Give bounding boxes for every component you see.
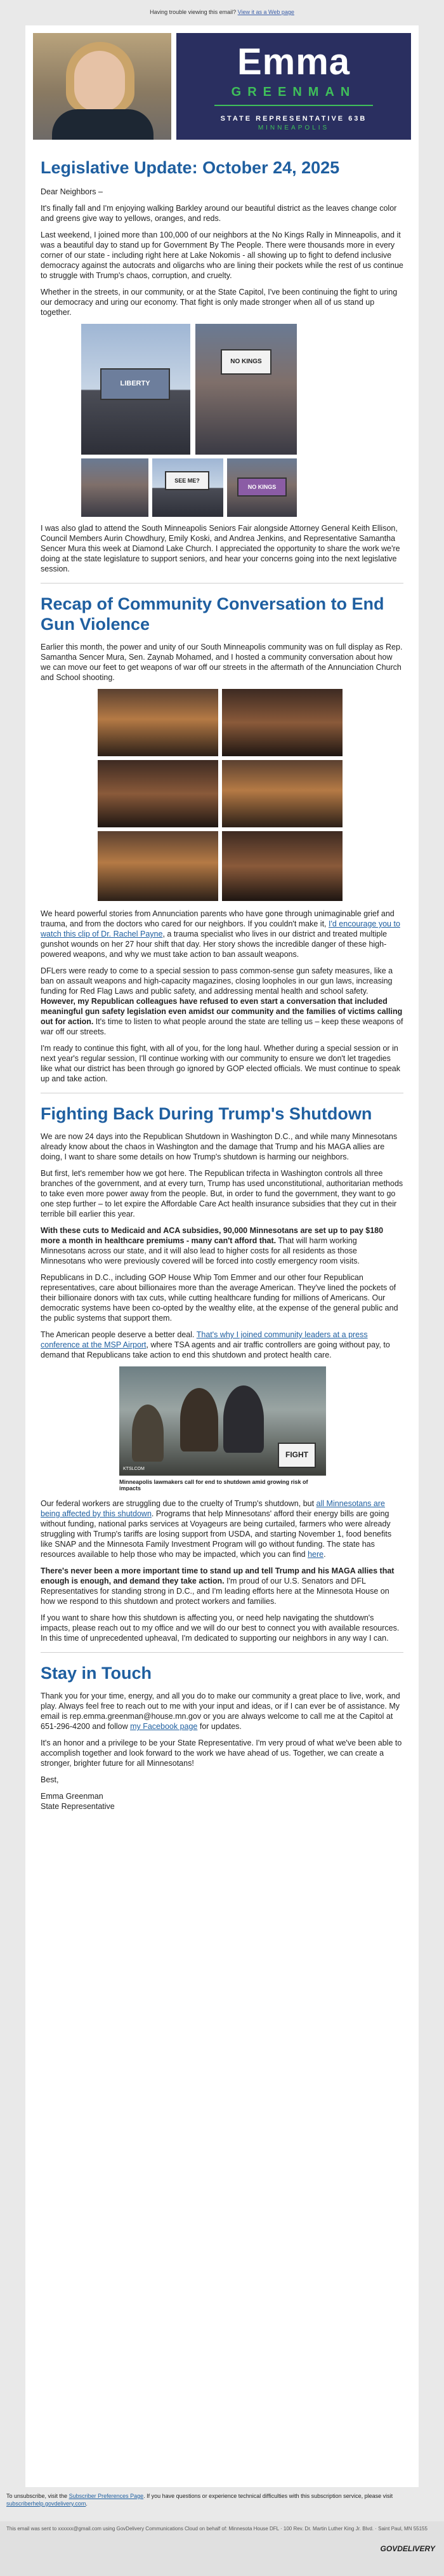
shutdown-p4: Republicans in D.C., including GOP House Whip Tom Emmer and our other four Republican representatives, care about billionaires more than the average American. They've lined the pockets of their billionaire donors with tax cuts, while cutting healthcare funding for millions of Americans. Our democratic systems have been co-opted by the wealthy elite, at the expense of the general public and the public systems that support them. xyxy=(41,1273,398,1323)
press-conference-link[interactable]: That's why I joined community leaders at a press conference at the MSP Airport xyxy=(41,1330,368,1349)
fight-paragraph: Whether in the streets, in our community, or at the State Capitol, I've been continuing the fight to uring our democracy and uring our economy. That fight is only made stronger when all of us stand up together. xyxy=(41,288,398,317)
unsubscribe-notice: To unsubscribe, visit the Subscriber Preferences Page. If you have questions or experience technical difficulties with this subscription service, please visit subscriberhelp.govdelivery.com. xyxy=(6,2493,393,2507)
legal-text: This email was sent to xxxxxx@gmail.com using GovDelivery Communications Cloud on behalf of: Minnesota House DFL · 100 Rev. Dr. Martin Luther King Jr. Blvd. · Saint Paul, MN 55155 xyxy=(6,2526,428,2532)
email-footer xyxy=(0,2487,444,2576)
press-conference-figure xyxy=(119,1366,326,1491)
rally-sign: SEE ME? xyxy=(165,471,209,490)
brand-name: Emma xyxy=(237,41,351,83)
representative-photo xyxy=(33,33,171,140)
rally-photo-1 xyxy=(81,324,190,455)
conversation-photo-3 xyxy=(98,760,218,827)
brand-surname: GREENMAN xyxy=(231,85,356,99)
conversation-photo-2 xyxy=(222,689,343,756)
shutdown-p2: But first, let's remember how we got here. The Republican trifecta in Washington controls all three branches of the government, and at every turn, Trump has used unconstitutional, authoritarian methods to take even more power away from the people. But, in order to fund the government, they want to go one step further – to let expire the Affordable Care Act health insurance subsidies that they cut in their terrible bill earlier this year. xyxy=(41,1169,403,1218)
rally-photo-3 xyxy=(81,458,148,517)
shutdown-p1: We are now 24 days into the Republican Shutdown in Washington D.C., and while many Minnesotans already know about the chaos in Washington and the damage that Trump and his MAGA allies are doing, I want to share some details on how Trump's shutdown is harming our neighbors. xyxy=(41,1132,398,1161)
photo-caption: Minneapolis lawmakers call for end to shutdown amid growing risk of impacts xyxy=(119,1479,308,1491)
brand-title: STATE REPRESENTATIVE 63B xyxy=(220,115,367,123)
rally-paragraph: Last weekend, I joined more than 100,000 of our neighbors at the No Kings Rally in Minneapolis, and it was a beautiful day to stand up for Government By The People. There were thousands more in every corner of our state - including right here at Lake Nokomis - all showing up to fight to defend inclusive democracy against the autocrats and oligarchs who are lining their pockets while the rest of us continue to struggle with Trump's chaos, corruption, and cruelty. xyxy=(41,230,403,280)
affected-minnesotans-link[interactable]: all Minnesotans are being affected by this shutdown xyxy=(41,1499,385,1518)
community-conversation-collage xyxy=(41,689,403,901)
rally-photo-collage xyxy=(41,324,403,517)
rally-sign: LIBERTY xyxy=(100,368,170,400)
seniors-fair-paragraph: I was also glad to attend the South Minneapolis Seniors Fair alongside Attorney General Keith Ellison, Council Members Aurin Chowdhury, Emily Koski, and Andrea Jenkins, and Representative Samantha Sencer Mura this week at Diamond Lake Church. I appreciated the opportunity to share the work we're doing at the state legislature to support seniors, and hear your concerns going into the next legislative session. xyxy=(41,524,400,573)
dr-payne-clip-link[interactable]: I'd encourage you to watch this clip of Dr. Rachel Payne xyxy=(41,919,400,938)
resources-here-link[interactable]: here xyxy=(308,1550,324,1559)
shutdown-p5: The American people deserve a better deal. That's why I joined community leaders at a press conference at the MSP Airport, where TSA agents and air traffic controllers are going without pay, to demand that Republicans take action to end this shutdown and protect health care. xyxy=(41,1330,390,1359)
intro-paragraph: It's finally fall and I'm enjoying walking Barkley around our beautiful district as the leaves change color and greens give way to yellows, oranges, and reds. xyxy=(41,204,397,223)
header-banner xyxy=(25,25,419,143)
email-body xyxy=(25,25,419,2487)
gun-violence-p3: DFLers were ready to come to a special session to pass common-sense gun safety measures, like a ban on assault weapons and high-capacity magazines, closing loopholes in our gun laws, increasing funding for Red Flag Laws and public safety, and addressing mental health and school safety. However, my Republican colleagues have refused to even start a conversation that included meaningful gun safety legislation even amidst our community and the families of victims calling out for action. It's time to listen to what people around the state are telling us – keep these weapons of war off our streets. xyxy=(41,966,403,1036)
page-title: Legislative Update: October 24, 2025 xyxy=(41,158,340,177)
shutdown-p3: With these cuts to Medicaid and ACA subsidies, 90,000 Minnesotans are set up to pay $180 more a month in healthcare premiums - many can't afford that. That will harm working Minnesotans across our state, and it will also lead to higher costs for all residents as those Minnesotans who were previously covered will be forced into costly emergency room visits. xyxy=(41,1226,384,1265)
conversation-photo-6 xyxy=(222,831,343,901)
signature-name: Emma Greenman xyxy=(41,1792,103,1801)
shutdown-p6: Our federal workers are struggling due to the cruelty of Trump's shutdown, but all Minnesotans are being affected by this shutdown. Programs that help Minnesotans' afford their energy bills are going without funding, national parks services at Voyageurs are being curtailed, farmers who were already struggling with Trump's tariffs are losing support from USDA, and starting November 1, food benefits like SNAP and the Minnesota Family Investment Program will go without funding. The state has resources available to help those who may be impacted, which you can find here. xyxy=(41,1499,392,1559)
stay-in-touch-p1: Thank you for your time, energy, and all you do to make our community a great place to live, work, and play. Always feel free to reach out to me with your input and ideas, or if I can ever be of assistance. My email is rep.emma.greenman@house.mn.gov or you are always welcome to call me at the Capitol at 651-296-4200 and follow my Facebook page for updates. xyxy=(41,1692,400,1731)
press-conference-photo xyxy=(119,1366,326,1476)
shutdown-p7: There's never been a more important time to stand up and tell Trump and his MAGA allies that enough is enough, and demand they take action. I'm proud of our U.S. Senators and DFL Representatives for standing strong in D.C., and I'm leading efforts here at the Minnesota House on how we respond to this shutdown and protect workers and families. xyxy=(41,1566,395,1606)
section-gun-violence-title: Recap of Community Conversation to End Gun Violence xyxy=(41,594,384,634)
gun-violence-p2: We heard powerful stories from Annunciation parents who have gone through unimaginable grief and trauma, and from the doctors who cared for our neighbors. If you couldn't make it, I'd encourage you to watch this clip of Dr. Rachel Payne, a trauma specialist who lives in our district and treated multiple gunshot wounds on her 27 hour shift that day. Her story shows the incredible danger of these high-powered weapons, and why we must take action to ban assault weapons. xyxy=(41,909,400,959)
signature-title: State Representative xyxy=(41,1802,115,1811)
greeting: Dear Neighbors – xyxy=(41,187,103,196)
rally-photo-5 xyxy=(227,458,297,517)
top-note xyxy=(0,0,444,25)
conversation-photo-1 xyxy=(98,689,218,756)
section-stay-in-touch-title: Stay in Touch xyxy=(41,1664,152,1683)
subscriber-help-link[interactable]: subscriberhelp.govdelivery.com xyxy=(6,2500,86,2507)
conversation-photo-5 xyxy=(98,831,218,901)
press-sign: FIGHT xyxy=(278,1443,316,1468)
view-web-link[interactable]: View it as a Web page xyxy=(237,9,294,15)
legal-notice xyxy=(0,2521,444,2576)
photo-credit: KTSLCOM xyxy=(123,1467,145,1471)
govdelivery-logo: GOVDELIVERY xyxy=(380,2544,435,2553)
conversation-photo-4 xyxy=(222,760,343,827)
rally-photo-2 xyxy=(195,324,297,455)
gun-violence-p1: Earlier this month, the power and unity of our South Minneapolis community was on full display as Rep. Samantha Sencer Mura, Sen. Zaynab Mohamed, and I hosted a community conversation about how we can move our feet to get weapons of war off our streets in the aftermath of the Annunciation Church and School shooting. xyxy=(41,643,403,682)
gun-violence-p4: I'm ready to continue this fight, with all of you, for the long haul. Whether during a special session or in next year's regular session, I'll continue working with our community to ensure we don't let tragedies like what our district has been through go ignored by GOP elected officials. We must continue to speak up and take action. xyxy=(41,1044,400,1083)
top-note-text: Having trouble viewing this email? xyxy=(150,9,237,15)
section-shutdown-title: Fighting Back During Trump's Shutdown xyxy=(41,1104,372,1123)
signoff: Best, xyxy=(41,1775,59,1784)
rally-sign: NO KINGS xyxy=(237,477,287,497)
brand-city: MINNEAPOLIS xyxy=(258,124,330,131)
rally-sign: NO KINGS xyxy=(221,349,271,375)
stay-in-touch-p2: It's an honor and a privilege to be your State Representative. I'm very proud of what we've been able to accomplish together and look forward to the work we have ahead of us. Together, we can create a stronger, brighter future for all Minnesotans! xyxy=(41,1738,402,1768)
shutdown-p8: If you want to share how this shutdown is affecting you, or need help navigating the shutdown's impacts, please reach out to my office and we will do our best to connect you with available resources. In this time of unprecedented upheaval, I'm dedicated to supporting our neighbors in any way I can. xyxy=(41,1613,400,1643)
brand-block xyxy=(176,33,411,140)
subscriber-preferences-link[interactable]: Subscriber Preferences Page xyxy=(69,2493,144,2499)
facebook-page-link[interactable]: my Facebook page xyxy=(130,1722,198,1731)
rally-photo-4 xyxy=(152,458,223,517)
